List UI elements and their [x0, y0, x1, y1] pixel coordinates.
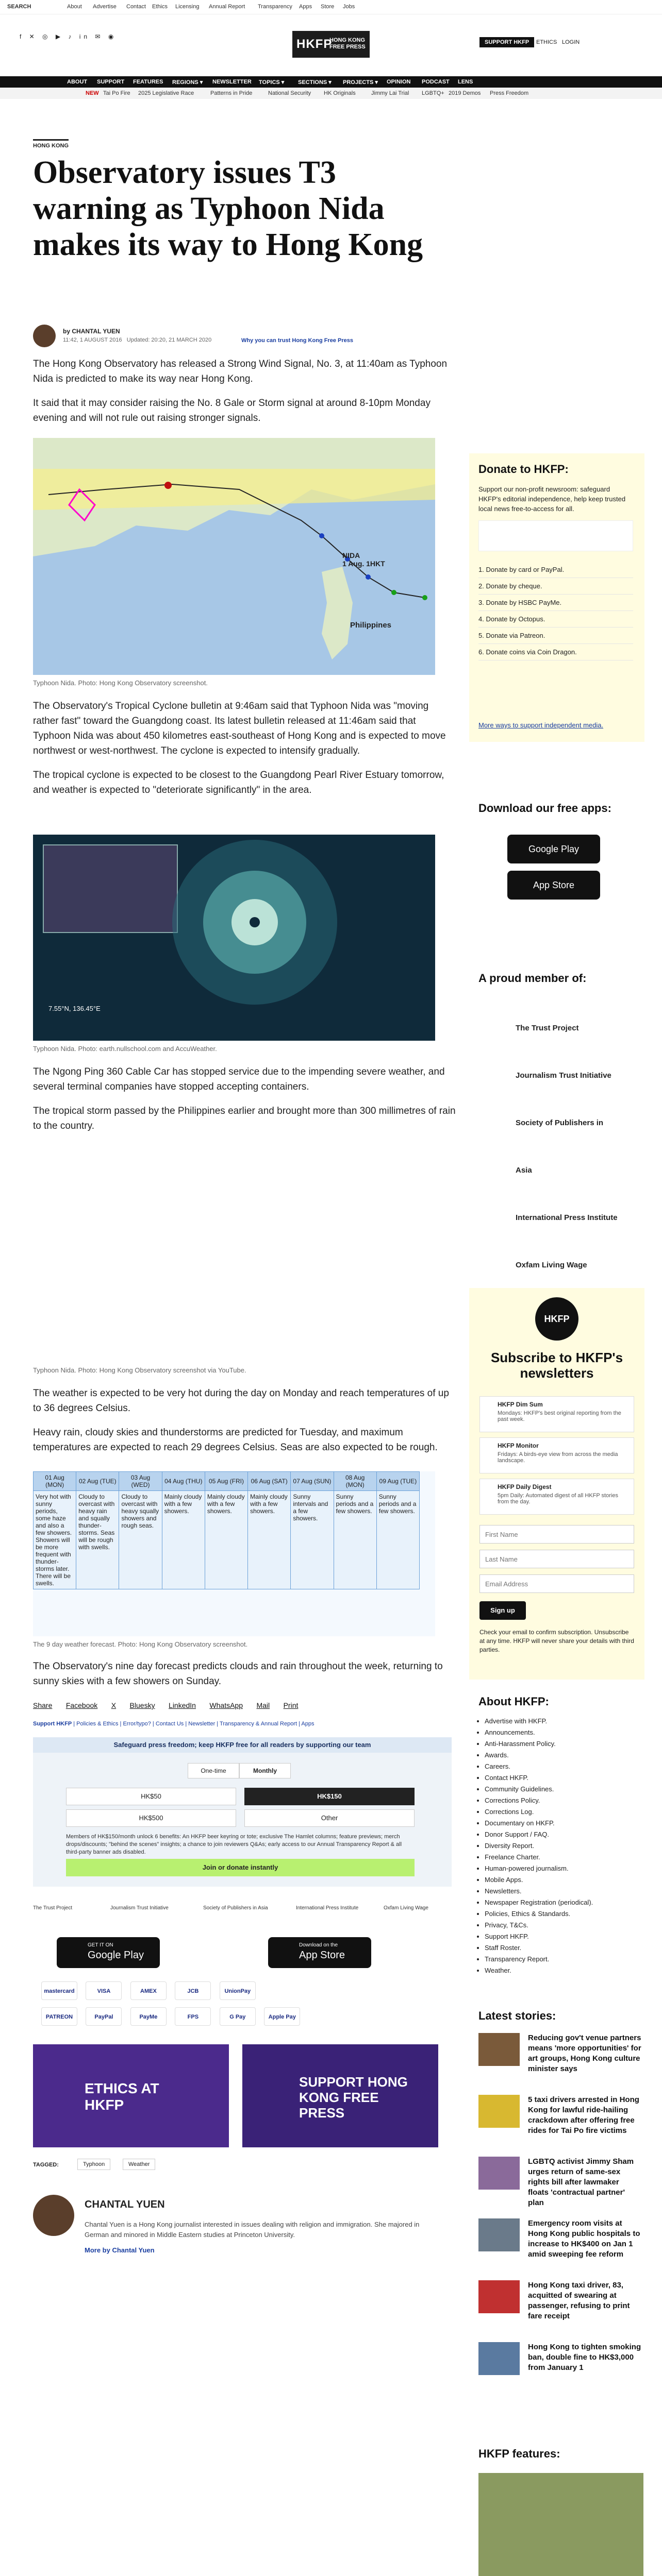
donate-option[interactable]: 6. Donate coins via Coin Dragon. — [478, 644, 633, 660]
trend-originals[interactable]: HK Originals — [324, 90, 356, 96]
newsletter-desc: 5pm Daily: Automated digest of all HKFP stories from the day. — [498, 1493, 618, 1505]
nav-topics[interactable]: TOPICS ▾ — [259, 79, 285, 86]
about-link[interactable]: • Support HKFP. — [485, 1931, 639, 1942]
paragraph-1: The Hong Kong Observatory has released a Strong Wind Signal, No. 3, at 11:40am as Typhoon Nida is predicted to make its way near Hong Kong. — [33, 359, 448, 384]
about-link[interactable]: • Contact HKFP. — [485, 1772, 639, 1784]
about-link[interactable]: • Staff Roster. — [485, 1942, 639, 1954]
donate-option[interactable]: 5. Donate via Patreon. — [478, 628, 633, 644]
pay-unionpay: UnionPay — [220, 1981, 256, 2000]
partner-sopa[interactable]: Society of Publishers in Asia — [203, 1905, 268, 1911]
forecast-day: 03 Aug (WED) — [119, 1472, 162, 1491]
byline-prefix: by — [63, 328, 71, 335]
last-name-input[interactable] — [479, 1550, 634, 1568]
forecast-desc: Sunny periods and a few showers. — [376, 1491, 419, 1589]
top-link-ethics[interactable]: Ethics — [152, 4, 168, 10]
story-title[interactable]: 5 taxi drivers arrested in Hong Kong for lawful ride-hailing crackdown after offering free rides for Tai Po fire victims — [528, 2095, 639, 2135]
about-link[interactable]: • Community Guidelines. — [485, 1784, 639, 1795]
share-x[interactable]: X — [111, 1701, 117, 1709]
top-link-about[interactable]: About — [67, 4, 82, 10]
forecast-table — [33, 1471, 420, 1589]
member-logos — [516, 1005, 619, 1289]
nav-podcast[interactable]: PODCAST — [422, 79, 450, 85]
forecast-day: 04 Aug (THU) — [162, 1472, 205, 1491]
video-embed[interactable] — [33, 1144, 435, 1360]
nav-lens[interactable]: LENS — [458, 79, 473, 85]
tab-one-time[interactable]: One-time — [188, 1763, 239, 1778]
donate-options — [478, 562, 633, 660]
trend-press-freedom[interactable]: Press Freedom — [490, 90, 529, 96]
partner-trust-project[interactable]: The Trust Project — [33, 1905, 73, 1911]
login-link[interactable]: LOGIN — [562, 39, 580, 45]
share-linkedin[interactable]: LinkedIn — [169, 1701, 196, 1709]
latest-story[interactable] — [478, 2095, 643, 2151]
satellite-coords: 7.55°N, 136.45°E — [48, 1005, 101, 1012]
donation-heading: Safeguard press freedom; keep HKFP free for all readers by supporting our team — [33, 1737, 452, 1753]
trend-jimmy-lai[interactable]: Jimmy Lai Trial — [371, 90, 409, 96]
latest-story[interactable] — [478, 2280, 643, 2337]
paragraph-6: The tropical storm passed by the Philippines earlier and brought more than 300 millimetres of rain to the country. — [33, 1106, 456, 1131]
story-thumbnail[interactable] — [478, 2342, 520, 2375]
caption-4: The 9 day weather forecast. Photo: Hong Kong Observatory screenshot. — [33, 1640, 248, 1648]
nav-sections[interactable]: SECTIONS ▾ — [298, 79, 332, 86]
paragraph-3: The Observatory's Tropical Cyclone bulletin at 9:46am said that Typhoon Nida was "moving rather fast" toward the Guangdong coast. Its latest bulletin released at 11:46am said that Typhoon Nida was about 450 kilometres east-southeast of Hong Kong and is expected to move northwest or west-northwest. The cyclone is expected to intensify gradually. — [33, 701, 446, 756]
forecast-day: 09 Aug (TUE) — [376, 1472, 419, 1491]
article-footer-links: Support HKFP | Policies & Ethics | Error/typo? | Contact Us | Newsletter | Transparency & Annual Report | Apps — [33, 1721, 315, 1727]
donate-panel — [469, 453, 644, 742]
map-place-label: Philippines — [350, 621, 392, 630]
typhoon-track-map — [33, 438, 435, 675]
about-link[interactable]: • Weather. — [485, 1965, 639, 1976]
pay-visa: VISA — [86, 1981, 122, 2000]
about-link[interactable]: • Diversity Report. — [485, 1840, 639, 1852]
top-link-licensing[interactable]: Licensing — [175, 4, 200, 10]
about-links — [485, 1716, 639, 1976]
footer-policies[interactable]: Policies & Ethics — [76, 1721, 119, 1727]
ethics-link[interactable]: ETHICS — [536, 39, 557, 45]
main-nav — [0, 76, 662, 88]
share-bar — [33, 1701, 309, 1710]
forecast-desc: Sunny periods and a few showers. — [334, 1491, 376, 1589]
story-title[interactable]: Hong Kong taxi driver, 83, acquitted of swearing at passenger, refusing to print fare receipt — [528, 2281, 630, 2320]
top-link-store[interactable]: Store — [321, 4, 335, 10]
published-date: 11:42, 1 AUGUST 2016 — [63, 337, 122, 343]
social-icons[interactable]: f ✕ ◎ ▶ ♪ in ✉ ◉ — [20, 33, 117, 40]
newsletter-logo: HKFP — [535, 1297, 578, 1341]
nav-support[interactable]: SUPPORT — [97, 79, 125, 85]
newsletter-name: HKFP Monitor — [498, 1442, 539, 1449]
app-store-small: Download on the — [299, 1942, 338, 1948]
about-link[interactable]: • Corrections Log. — [485, 1806, 639, 1818]
caption-3: Typhoon Nida. Photo: Hong Kong Observatory screenshot via YouTube. — [33, 1366, 246, 1374]
member-ipi[interactable]: International Press Institute — [516, 1213, 618, 1222]
forecast-desc-row — [34, 1491, 420, 1589]
features-title: HKFP features: — [478, 2447, 560, 2460]
forecast-desc: Sunny intervals and a few showers. — [291, 1491, 334, 1589]
newsletter-name: HKFP Dim Sum — [498, 1401, 543, 1408]
forecast-day: 01 Aug (MON) — [34, 1472, 76, 1491]
pay-gpay: G Pay — [220, 2007, 256, 2026]
about-link[interactable]: • Documentary on HKFP. — [485, 1818, 639, 1829]
author-avatar[interactable] — [33, 325, 56, 347]
donate-option[interactable]: 4. Donate by Octopus. — [478, 611, 633, 628]
latest-story[interactable] — [478, 2218, 643, 2275]
story-title[interactable]: Emergency room visits at Hong Kong public hospitals to increase to HK$400 on Jan 1 amid sweeping fee reform — [528, 2219, 640, 2259]
feature-image[interactable] — [478, 2473, 643, 2576]
tag-weather[interactable]: Weather — [123, 2159, 155, 2170]
donate-more-link[interactable]: More ways to support independent media. — [478, 721, 604, 729]
footer-apps[interactable]: Apps — [301, 1721, 315, 1727]
top-link-jobs[interactable]: Jobs — [343, 4, 355, 10]
partner-ipi[interactable]: International Press Institute — [296, 1905, 359, 1911]
tag-typhoon[interactable]: Typhoon — [77, 2159, 110, 2170]
article-title: Observatory issues T3 warning as Typhoon Nida makes its way to Hong Kong — [33, 155, 423, 262]
sidebar-google-play[interactable]: Google Play — [507, 835, 600, 863]
top-utility-bar — [0, 0, 662, 14]
newsletter-desc: Fridays: A birds-eye view from across the media landscape. — [498, 1451, 618, 1464]
top-link-apps[interactable]: Apps — [299, 4, 312, 10]
support-banner-text: SUPPORT HONG KONG FREE PRESS — [299, 2074, 408, 2121]
forecast-desc: Cloudy to overcast with heavy rain and squally thunder-storms. Seas will be rough with swells. — [76, 1491, 119, 1589]
latest-stories — [478, 2033, 643, 2404]
member-oxfam[interactable]: Oxfam Living Wage — [516, 1261, 587, 1269]
latest-title: Latest stories: — [478, 2009, 556, 2022]
newsletter-title: Subscribe to HKFP's newsletters — [490, 1350, 623, 1381]
about-link[interactable]: • Mobile Apps. — [485, 1874, 639, 1886]
about-title: About HKFP: — [478, 1695, 549, 1708]
forecast-table-wrapper — [33, 1471, 435, 1636]
forecast-day: 07 Aug (SUN) — [291, 1472, 334, 1491]
about-link[interactable]: • Awards. — [485, 1750, 639, 1761]
pay-paypal: PayPal — [86, 2007, 122, 2026]
about-link[interactable]: • Transparency Report. — [485, 1954, 639, 1965]
ethics-banner-text: ETHICS AT HKFP — [85, 2080, 159, 2113]
partner-oxfam[interactable]: Oxfam Living Wage — [384, 1905, 428, 1911]
signup-button[interactable]: Sign up — [479, 1601, 526, 1620]
trust-tip-link[interactable]: Why you can trust Hong Kong Free Press — [241, 337, 353, 344]
pay-patreon: PATREON — [41, 2007, 77, 2026]
paragraph-7: The weather is expected to be very hot during the day on Monday and reach temperatures of up to 36 degrees Celsius. — [33, 1388, 449, 1414]
share-bluesky[interactable]: Bluesky — [129, 1701, 155, 1709]
footer-newsletter[interactable]: Newsletter — [188, 1721, 216, 1727]
newsletter-option-digest[interactable] — [479, 1479, 634, 1515]
newsletter-option-dimsum[interactable] — [479, 1396, 634, 1432]
donate-intro: Support our non-profit newsroom: safeguard HKFP's editorial independence, help keep trusted local news free-to-access for all. — [478, 485, 626, 513]
nav-features[interactable]: FEATURES — [133, 79, 163, 85]
donation-widget — [33, 1737, 452, 1887]
trending-bar — [0, 88, 662, 99]
author-box-name[interactable]: CHANTAL YUEN — [85, 2199, 165, 2210]
byline-name[interactable] — [63, 328, 120, 335]
tab-monthly[interactable]: Monthly — [239, 1763, 291, 1778]
updated-date: Updated: 20:20, 21 MARCH 2020 — [126, 337, 212, 343]
trend-tai-po-fire[interactable]: Tai Po Fire — [103, 90, 130, 96]
donate-option[interactable]: 3. Donate by HSBC PayMe. — [478, 595, 633, 611]
nav-opinion[interactable]: OPINION — [387, 79, 411, 85]
story-thumbnail[interactable] — [478, 2095, 520, 2128]
google-play-badge[interactable] — [57, 1937, 160, 1968]
pay-mastercard: mastercard — [41, 1981, 77, 2000]
join-donate-button[interactable]: Join or donate instantly — [66, 1859, 415, 1876]
latest-story[interactable] — [478, 2342, 643, 2399]
payment-methods — [41, 1981, 402, 2026]
satellite-image — [33, 835, 435, 1041]
trending-label: NEW — [86, 90, 99, 96]
partner-jti[interactable]: Journalism Trust Initiative — [110, 1905, 169, 1911]
google-play-small: GET IT ON — [88, 1942, 113, 1948]
byline-author: CHANTAL YUEN — [72, 328, 120, 335]
trend-legco[interactable]: 2025 Legislative Race — [138, 90, 194, 96]
caption-2: Typhoon Nida. Photo: earth.nullschool.com and AccuWeather. — [33, 1045, 217, 1053]
partner-logos — [33, 1901, 452, 1922]
about-link[interactable]: • Policies, Ethics & Standards. — [485, 1908, 639, 1920]
latest-story[interactable] — [478, 2033, 643, 2090]
google-play-label: Google Play — [88, 1950, 144, 1961]
article-category[interactable]: HONG KONG — [33, 139, 69, 149]
pay-amex: AMEX — [130, 1981, 167, 2000]
about-link[interactable]: • Privacy, T&Cs. — [485, 1920, 639, 1931]
forecast-day: 02 Aug (TUE) — [76, 1472, 119, 1491]
story-thumbnail[interactable] — [478, 2280, 520, 2313]
story-title[interactable]: LGBTQ activist Jimmy Sham urges return of same-sex rights bill after lawmaker floats 'contractual partner' plan — [528, 2157, 634, 2207]
top-link-advertise[interactable]: Advertise — [93, 4, 117, 10]
map-storm-label: NIDA 1 Aug. 1HKT — [342, 551, 385, 568]
top-link-annual-report[interactable]: Annual Report — [209, 4, 245, 10]
member-title: A proud member of: — [478, 972, 587, 985]
paragraph-2: It said that it may consider raising the No. 8 Gale or Storm signal at around 8-10pm Monday evening and will not rule out raising stronger signals. — [33, 398, 431, 423]
nav-projects[interactable]: PROJECTS ▾ — [343, 79, 378, 86]
member-trust-project[interactable]: The Trust Project — [516, 1024, 579, 1032]
amount-500[interactable]: HK$500 — [66, 1809, 236, 1827]
about-link[interactable]: • Advertise with HKFP. — [485, 1716, 639, 1727]
trend-2019[interactable]: 2019 Demos — [449, 90, 481, 96]
latest-story[interactable] — [478, 2157, 643, 2213]
story-title[interactable]: Reducing gov't venue partners means 'more opportunities' for art groups, Hong Kong culture minister says — [528, 2033, 641, 2073]
forecast-desc: Mainly cloudy with a few showers. — [162, 1491, 205, 1589]
share-facebook[interactable]: Facebook — [65, 1701, 98, 1709]
tags-label: TAGGED: — [33, 2162, 59, 2168]
footer-contact[interactable]: Contact Us — [155, 1721, 184, 1727]
sidebar-app-store[interactable]: App Store — [507, 871, 600, 900]
membership-note: Members of HK$150/month unlock 6 benefits: An HKFP beer keyring or tote; exclusive The Hamlet columns; feature previews; merch drops/discounts; "behind the scenes" insights; a chance to join reviewers Q&As; early access to our Annual Transparency Report & all third-party banner ads disabled. — [66, 1834, 402, 1855]
about-link[interactable]: • Human-powered journalism. — [485, 1863, 639, 1874]
forecast-day: 08 Aug (MON) — [334, 1472, 376, 1491]
nav-regions[interactable]: REGIONS ▾ — [172, 79, 203, 86]
forecast-desc: Mainly cloudy with a few showers. — [205, 1491, 247, 1589]
logo-name-line2: FREE PRESS — [329, 44, 366, 50]
logo-name — [329, 37, 366, 50]
email-input[interactable] — [479, 1574, 634, 1593]
member-sopa[interactable]: Society of Publishers in Asia — [516, 1118, 604, 1175]
forecast-desc: Cloudy to overcast with heavy squally showers and rough seas. — [119, 1491, 162, 1589]
pay-payme: PayMe — [130, 2007, 167, 2026]
share-print[interactable]: Print — [283, 1701, 299, 1709]
author-box-avatar[interactable] — [33, 2195, 74, 2236]
newsletter-option-monitor[interactable] — [479, 1437, 634, 1473]
about-link[interactable]: • Newspaper Registration (periodical). — [485, 1897, 639, 1908]
top-link-contact[interactable]: Contact — [126, 4, 146, 10]
payment-logos — [478, 520, 633, 551]
newsletter-panel — [469, 1288, 644, 1680]
paragraph-4: The tropical cyclone is expected to be closest to the Guangdong Pearl River Estuary tomorrow, and weather is expected to "deteriorate significantly" in the area. — [33, 770, 444, 795]
amount-other[interactable]: Other — [244, 1809, 415, 1827]
paragraph-5: The Ngong Ping 360 Cable Car has stopped service due to the impending severe weather, and several terminal companies have stopped accepting containers. — [33, 1066, 445, 1092]
paragraph-9: The Observatory's nine day forecast predicts clouds and rain throughout the week, returning to sunny skies with a few showers on Sunday. — [33, 1661, 443, 1687]
story-thumbnail[interactable] — [478, 2218, 520, 2251]
story-thumbnail[interactable] — [478, 2033, 520, 2066]
donate-title: Donate to HKFP: — [478, 463, 569, 476]
author-box — [33, 2195, 452, 2267]
newsletter-desc: Mondays: HKFP's best original reporting from the past week. — [498, 1410, 621, 1422]
logo-abbr: HKFP — [296, 37, 333, 51]
forecast-day: 05 Aug (FRI) — [205, 1472, 247, 1491]
pay-jcb: JCB — [175, 1981, 211, 2000]
amount-50[interactable]: HK$50 — [66, 1788, 236, 1805]
trend-natsec[interactable]: National Security — [268, 90, 311, 96]
newsletter-name: HKFP Daily Digest — [498, 1483, 552, 1490]
app-store-badge[interactable] — [268, 1937, 371, 1968]
forecast-desc: Very hot with sunny periods, some haze and also a few showers. Showers will be more frequent with thunder-storms later. There will be swells. — [34, 1491, 76, 1589]
amount-150[interactable]: HK$150 — [244, 1788, 415, 1805]
byline-date — [63, 337, 211, 343]
donate-option[interactable]: 2. Donate by cheque. — [478, 578, 633, 595]
nav-newsletter[interactable]: NEWSLETTER — [212, 79, 252, 85]
about-link[interactable]: • Newsletters. — [485, 1886, 639, 1897]
apps-title: Download our free apps: — [478, 802, 611, 815]
share-whatsapp[interactable]: WhatsApp — [209, 1701, 243, 1709]
app-store-label: App Store — [299, 1950, 345, 1961]
author-box-more[interactable]: More by Chantal Yuen — [85, 2246, 155, 2254]
about-link[interactable]: • Anti-Harassment Policy. — [485, 1738, 639, 1750]
story-title[interactable]: Hong Kong to tighten smoking ban, double fine to HK$3,000 from January 1 — [528, 2343, 641, 2372]
about-link[interactable]: • Donor Support / FAQ. — [485, 1829, 639, 1840]
footer-transparency[interactable]: Transparency & Annual Report — [220, 1721, 297, 1727]
footer-error[interactable]: Error/typo? — [123, 1721, 151, 1727]
footer-support[interactable]: Support HKFP — [33, 1721, 72, 1727]
about-link[interactable]: • Corrections Policy. — [485, 1795, 639, 1806]
member-jti[interactable]: Journalism Trust Initiative — [516, 1071, 611, 1080]
about-link[interactable]: • Announcements. — [485, 1727, 639, 1738]
support-hkfp-button[interactable]: SUPPORT HKFP — [479, 37, 534, 47]
hkfp-logo[interactable] — [292, 31, 370, 58]
caption-1: Typhoon Nida. Photo: Hong Kong Observatory screenshot. — [33, 679, 208, 687]
search-link[interactable]: SEARCH — [7, 4, 31, 10]
newsletter-note: Check your email to confirm subscription. Unsubscribe at any time. HKFP will never share your details with third parties. — [479, 1629, 634, 1653]
forecast-day: 06 Aug (SAT) — [248, 1472, 291, 1491]
paragraph-8: Heavy rain, cloudy skies and thunderstorms are predicted for Tuesday, and maximum temperatures are expected to reach 29 degrees Celsius. Seas are also expected to be rough. — [33, 1427, 438, 1453]
forecast-header-row — [34, 1472, 420, 1491]
donate-option[interactable]: 1. Donate by card or PayPal. — [478, 562, 633, 578]
trend-lgbtq[interactable]: LGBTQ+ — [422, 90, 444, 96]
pay-fps: FPS — [175, 2007, 211, 2026]
author-box-bio: Chantal Yuen is a Hong Kong journalist interested in issues dealing with religion and immigration. She majored in German and minored in Middle Eastern studies at Princeton University. — [85, 2221, 420, 2239]
share-mail[interactable]: Mail — [256, 1701, 270, 1709]
trend-pride[interactable]: Patterns in Pride — [210, 90, 253, 96]
nav-about[interactable]: ABOUT — [67, 79, 88, 85]
pay-applepay: Apple Pay — [264, 2007, 300, 2026]
logo-name-line1: HONG KONG — [329, 37, 366, 43]
ethics-banner[interactable] — [33, 2044, 229, 2147]
story-thumbnail[interactable] — [478, 2157, 520, 2190]
first-name-input[interactable] — [479, 1525, 634, 1544]
support-banner[interactable] — [242, 2044, 438, 2147]
share-label: Share — [33, 1701, 53, 1709]
about-link[interactable]: • Freelance Charter. — [485, 1852, 639, 1863]
top-link-transparency[interactable]: Transparency — [258, 4, 292, 10]
about-link[interactable]: • Careers. — [485, 1761, 639, 1772]
forecast-desc: Mainly cloudy with a few showers. — [248, 1491, 291, 1589]
